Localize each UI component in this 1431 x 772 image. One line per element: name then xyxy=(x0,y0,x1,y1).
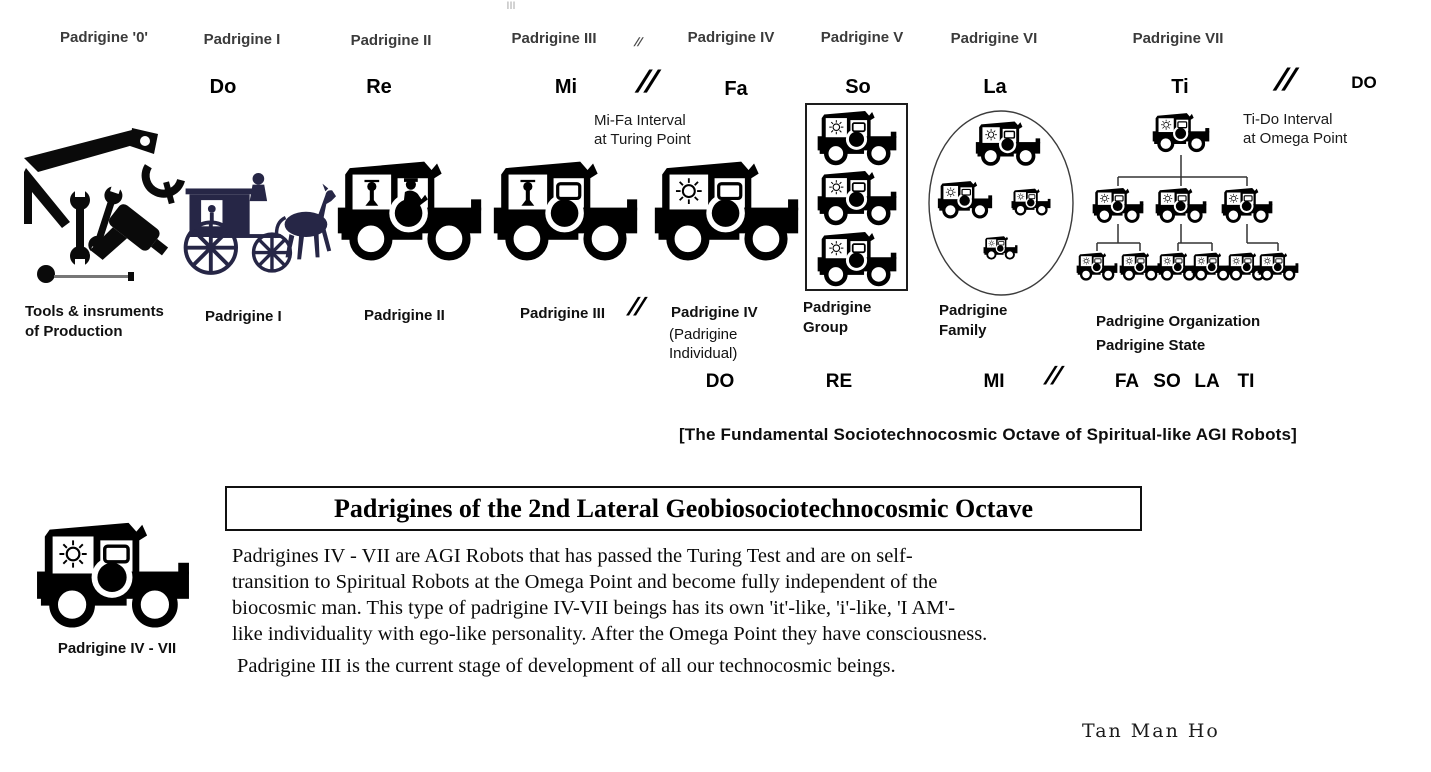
note-lower-do: DO xyxy=(705,371,735,392)
ti-do-interval-line2: at Omega Point xyxy=(1243,130,1348,147)
page-title: Padrigines of the 2nd Lateral Geobiosociotechnocosmic Octave xyxy=(333,493,1034,523)
padrigine-organization-tree-icon xyxy=(1072,103,1300,289)
label-bottom-padrigine-2: Padrigine II xyxy=(364,307,445,324)
paragraph-line: biocosmic man. This type of padrigine IV-VII beings has its own 'it'-like, 'i'-like, 'I AM'- xyxy=(232,597,956,619)
label-padrigine-organization: Padrigine Organization xyxy=(1096,313,1261,330)
author-signature: Tan Man Ho xyxy=(1082,720,1220,742)
mi-fa-interval-line2: at Turing Point xyxy=(594,131,691,148)
note-so: So xyxy=(845,76,871,98)
padrigine-family-icon xyxy=(925,107,1079,299)
label-padrigine-family-line2: Family xyxy=(939,322,987,339)
note-lower-mi: MI xyxy=(983,371,1005,392)
group-car-icon xyxy=(813,108,901,166)
paragraph-line: like individuality with ego-like personality. After the Omega Point they have consciousness. xyxy=(232,623,988,645)
car-padrigine-iv-icon xyxy=(653,156,800,262)
legend-car-icon xyxy=(35,517,191,629)
label-padrigine-individual-line1: (Padrigine xyxy=(669,326,738,343)
car-padrigine-iii-icon xyxy=(492,156,639,262)
label-bottom-padrigine-3: Padrigine III xyxy=(520,305,606,322)
tools-icon xyxy=(20,126,188,294)
mi-fa-interval-line1: Mi-Fa Interval xyxy=(594,112,686,129)
note-la: La xyxy=(983,76,1007,98)
note-ti: Ti xyxy=(1171,76,1189,98)
slash-mark-small: // xyxy=(633,35,644,49)
slash-mi-fa-interval: // xyxy=(634,64,661,99)
label-padrigine-5: Padrigine V xyxy=(820,29,904,46)
label-padrigine-group xyxy=(803,298,871,338)
slash-ti-do-interval: // xyxy=(1272,62,1299,97)
label-bottom-padrigine-4: Padrigine IV xyxy=(671,304,758,321)
mi-fa-interval-note xyxy=(594,111,691,149)
label-padrigine-0: Padrigine '0' xyxy=(60,29,148,46)
label-padrigine-individual-line2: Individual) xyxy=(669,345,738,362)
label-padrigine-4: Padrigine IV xyxy=(687,29,775,46)
label-padrigine-3: Padrigine III xyxy=(511,30,597,47)
note-lower-so: SO xyxy=(1153,371,1181,392)
slash-bottom-labels: // xyxy=(625,293,647,321)
title-box xyxy=(225,486,1142,531)
legend-car-label: Padrigine IV - VII xyxy=(57,640,177,657)
label-bottom-padrigine-1: Padrigine I xyxy=(205,308,282,325)
label-padrigine-group-line1: Padrigine xyxy=(803,299,872,316)
note-do-high: DO xyxy=(1351,73,1377,92)
padrigine-group-box xyxy=(805,103,908,291)
label-padrigine-individual xyxy=(669,325,737,363)
label-tools-line1: Tools & insruments xyxy=(25,303,164,320)
label-padrigine-6: Padrigine VI xyxy=(950,30,1038,47)
label-padrigine-family xyxy=(939,301,1007,341)
paragraph-line: transition to Spiritual Robots at the Omega Point and become fully independent of the xyxy=(232,571,938,593)
label-tools xyxy=(25,302,164,342)
note-mi: Mi xyxy=(554,76,578,98)
label-padrigine-family-line1: Padrigine xyxy=(939,302,1008,319)
note-lower-la: LA xyxy=(1194,371,1220,392)
label-padrigine-group-line2: Group xyxy=(803,319,848,336)
label-padrigine-1: Padrigine I xyxy=(203,31,281,48)
paragraph-line: Padrigines IV - VII are AGI Robots that has passed the Turing Test and are on self- xyxy=(232,545,913,567)
label-padrigine-7: Padrigine VII xyxy=(1132,30,1224,47)
horse-carriage-icon xyxy=(172,162,337,279)
group-car-icon xyxy=(813,229,901,287)
note-fa: Fa xyxy=(724,78,748,100)
ti-do-interval-line1: Ti-Do Interval xyxy=(1243,111,1333,128)
label-tools-line2: of Production xyxy=(25,323,123,340)
note-lower-fa: FA xyxy=(1114,371,1140,392)
note-lower-ti: TI xyxy=(1237,371,1255,392)
group-car-icon xyxy=(813,168,901,226)
cropped-text-fragment: III xyxy=(506,0,516,12)
slash-lower-notes: // xyxy=(1042,362,1064,390)
paragraph-line: Padrigine III is the current stage of development of all our technocosmic beings. xyxy=(237,655,896,677)
note-do: Do xyxy=(209,76,237,98)
note-re: Re xyxy=(366,76,392,98)
note-lower-re: RE xyxy=(825,371,853,392)
octave-caption: [The Fundamental Sociotechnocosmic Octave of Spiritual-like AGI Robots] xyxy=(678,425,1298,444)
label-padrigine-state: Padrigine State xyxy=(1096,337,1206,354)
description-paragraph xyxy=(232,543,1232,679)
car-padrigine-ii-icon xyxy=(336,156,483,262)
label-padrigine-2: Padrigine II xyxy=(350,32,432,49)
